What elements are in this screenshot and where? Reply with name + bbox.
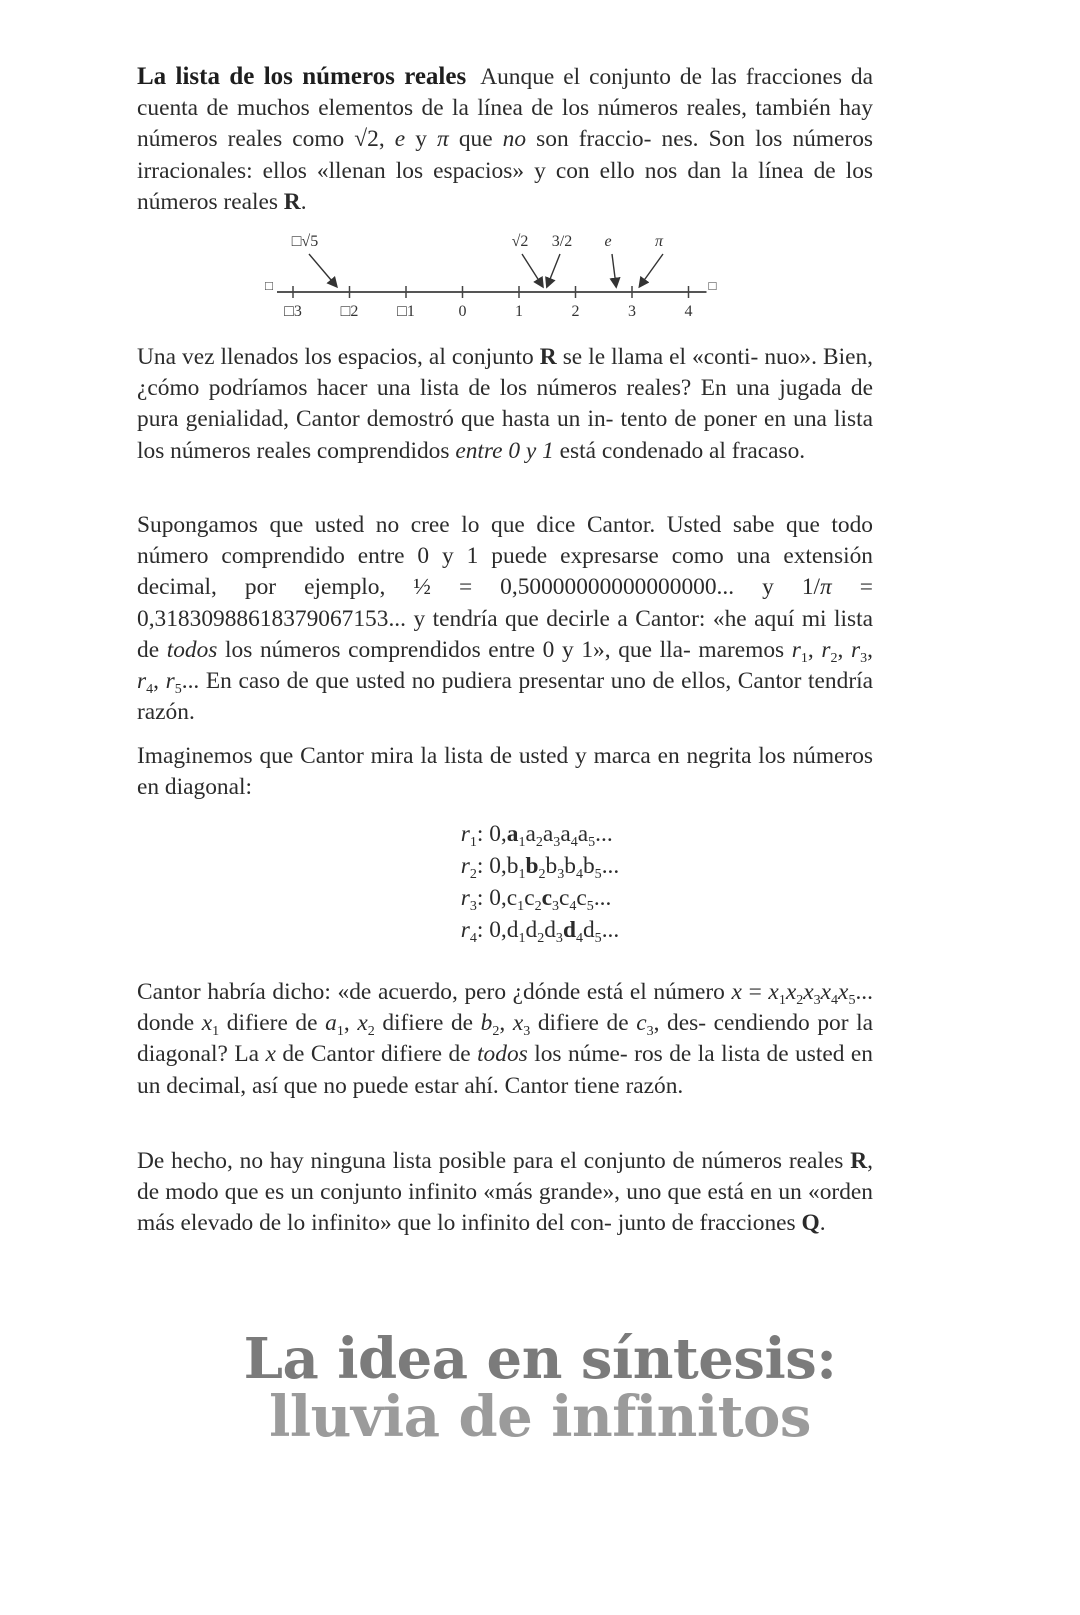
diagonal-row bbox=[461, 850, 619, 882]
headline-line-1: La idea en síntesis: bbox=[243, 1326, 837, 1392]
row-index: 3 bbox=[469, 897, 477, 914]
digit-index: 2 bbox=[535, 833, 543, 850]
text-run: , bbox=[343, 1010, 358, 1037]
subscript: 1 bbox=[778, 991, 786, 1008]
italic-text: todos bbox=[166, 636, 218, 663]
text-run: Imaginemos que Cantor mira la lista de usted y marca en negrita los números en diagonal: bbox=[137, 743, 873, 801]
paragraph-diagonal-intro bbox=[137, 741, 873, 803]
text-run: De hecho, no hay ninguna lista posible para el conjunto de números reales bbox=[137, 1148, 851, 1174]
italic-text: x bbox=[731, 979, 742, 1005]
text-run: está condenado al fracaso. bbox=[553, 437, 806, 464]
digit-index: 3 bbox=[551, 897, 559, 914]
diagonal-row bbox=[461, 914, 619, 946]
subscript: 2 bbox=[796, 991, 804, 1008]
italic-text: entre 0 y 1 bbox=[455, 437, 554, 464]
row-index: 2 bbox=[469, 865, 477, 882]
headline-line-2: lluvia de infinitos bbox=[269, 1384, 811, 1450]
tick-label: □1 bbox=[397, 303, 415, 320]
italic-text: π bbox=[820, 574, 832, 601]
italic-text: r bbox=[137, 668, 147, 695]
text-run: los núme- ros de la lista de usted en un decimal, así que no puede estar ahí. Cantor tiene razón. bbox=[137, 1041, 873, 1099]
text-run: , bbox=[499, 1010, 513, 1037]
italic-text: x bbox=[785, 979, 797, 1005]
subscript: 2 bbox=[830, 649, 838, 666]
text-run: son fraccio- nes. Son los números irracionales: ellos «llenan los espacios» y con ello nos dan la línea de los números reales bbox=[137, 126, 874, 215]
digit-index: 1 bbox=[518, 833, 526, 850]
bold-symbol: R bbox=[539, 344, 557, 370]
italic-text: x bbox=[265, 1041, 276, 1068]
diagonal-digit-bold: d bbox=[562, 917, 576, 943]
intro-paragraph bbox=[137, 61, 873, 218]
digit: c bbox=[559, 885, 570, 911]
italic-text: todos bbox=[477, 1041, 528, 1068]
intro-section bbox=[137, 61, 873, 218]
diagonal-row bbox=[461, 818, 619, 850]
section-title: La lista de los números reales bbox=[137, 63, 467, 90]
tick-label: □3 bbox=[284, 303, 302, 320]
subscript: 3 bbox=[523, 1023, 531, 1040]
tick-label: 3 bbox=[628, 303, 636, 320]
subscript: 4 bbox=[146, 680, 154, 697]
row-name: r bbox=[460, 917, 470, 943]
digit-index: 5 bbox=[588, 833, 596, 850]
text-run: , de modo que es un conjunto infinito «más grande», uno que está en un «orden más elevado de lo infinito» que lo infinito del con- junto de fracciones bbox=[137, 1148, 873, 1237]
point-arrow bbox=[640, 254, 663, 286]
digit-index: 5 bbox=[586, 897, 594, 914]
subscript: 2 bbox=[492, 1023, 500, 1040]
italic-text: c bbox=[636, 1010, 647, 1037]
text-run: difiere de bbox=[530, 1010, 637, 1037]
text-run: , bbox=[153, 668, 166, 695]
text-run: , bbox=[867, 636, 873, 663]
row-index: 1 bbox=[469, 833, 477, 850]
paragraph-cantor-argument bbox=[137, 977, 873, 1102]
paragraph-continuum bbox=[137, 342, 873, 467]
tick-label: 1 bbox=[515, 303, 523, 320]
point-label: 3/2 bbox=[551, 233, 573, 250]
continuum-section bbox=[137, 342, 873, 467]
text-run: de Cantor difiere de bbox=[275, 1041, 478, 1068]
text-run: difiere de bbox=[219, 1010, 326, 1037]
italic-text: no bbox=[502, 126, 527, 153]
digit: b bbox=[506, 853, 519, 879]
bold-symbol: Q bbox=[801, 1210, 820, 1237]
point-arrow bbox=[547, 254, 560, 286]
subscript: 3 bbox=[646, 1023, 654, 1040]
digit-index: 1 bbox=[518, 865, 526, 882]
diagonal-list bbox=[0, 818, 1080, 946]
subscript: 1 bbox=[336, 1023, 344, 1040]
digit: a bbox=[525, 821, 536, 847]
digit: a bbox=[542, 821, 554, 847]
subscript: 1 bbox=[212, 1023, 220, 1040]
italic-text: a bbox=[325, 1010, 337, 1037]
digit: d bbox=[506, 917, 519, 943]
text-run: , bbox=[807, 636, 822, 663]
digit-index: 4 bbox=[570, 833, 578, 850]
paragraph-decimal bbox=[137, 510, 873, 728]
subscript: 5 bbox=[174, 680, 182, 697]
digit-index: 5 bbox=[594, 929, 602, 946]
subscript: 2 bbox=[367, 1023, 375, 1040]
digit: d bbox=[544, 917, 556, 943]
decimal-prefix: : 0, bbox=[476, 821, 507, 847]
bold-symbol: R bbox=[283, 188, 301, 215]
digit-index: 2 bbox=[534, 897, 542, 914]
text-run: , bbox=[837, 636, 851, 663]
tick-label: 2 bbox=[571, 303, 580, 320]
ellipsis: ... bbox=[601, 917, 620, 943]
ellipsis: ... bbox=[595, 821, 613, 847]
point-arrow bbox=[612, 254, 616, 286]
conclusion-section bbox=[137, 1146, 873, 1240]
row-name: r bbox=[460, 821, 470, 847]
decimal-prefix: : 0, bbox=[476, 917, 507, 943]
italic-text: x bbox=[357, 1010, 368, 1037]
text-run: ... En caso de que usted no pudiera presentar uno de ellos, Cantor tendría razón. bbox=[137, 668, 873, 726]
digit-index: 3 bbox=[557, 865, 565, 882]
point-arrow bbox=[522, 254, 542, 286]
diagonal-intro-section bbox=[137, 741, 873, 803]
point-label: √2 bbox=[511, 233, 529, 250]
digit-index: 4 bbox=[575, 929, 583, 946]
italic-text: r bbox=[821, 636, 831, 663]
diagonal-digit-bold: c bbox=[541, 885, 552, 911]
text-run: = 0,31830988618379067153... y tendría que decirle a Cantor: «he aquí mi lista de bbox=[137, 574, 873, 663]
italic-text: x bbox=[512, 1010, 524, 1037]
bold-symbol: R bbox=[850, 1148, 868, 1174]
text-run: los números comprendidos entre 0 y 1», que lla- maremos bbox=[217, 636, 792, 663]
digit-index: 1 bbox=[518, 929, 526, 946]
left-end-marker: □ bbox=[265, 278, 273, 293]
text-run: . bbox=[819, 1210, 826, 1237]
diagonal-digit-bold: b bbox=[525, 853, 539, 879]
row-index: 4 bbox=[469, 929, 477, 946]
row-name: r bbox=[460, 853, 470, 879]
subscript: 3 bbox=[813, 991, 821, 1008]
italic-text: x bbox=[768, 979, 779, 1005]
text-run: Una vez llenados los espacios, al conjunto bbox=[137, 344, 540, 370]
digit-index: 2 bbox=[537, 929, 545, 946]
subscript: 4 bbox=[831, 991, 839, 1008]
point-label: e bbox=[604, 233, 612, 250]
digit-index: 3 bbox=[555, 929, 563, 946]
number-line-figure bbox=[255, 228, 735, 328]
digit: b bbox=[582, 853, 595, 879]
tick-label: 4 bbox=[684, 303, 693, 320]
text-run: Aunque el conjunto de las fracciones da cuenta de muchos elementos de la línea de los números reales, también hay números reales como √2, bbox=[137, 64, 873, 153]
subscript: 5 bbox=[848, 991, 856, 1008]
italic-text: r bbox=[165, 668, 175, 695]
digit-index: 2 bbox=[538, 865, 546, 882]
italic-text: x bbox=[201, 1010, 213, 1037]
digit: c bbox=[576, 885, 587, 911]
digit-index: 1 bbox=[517, 897, 525, 914]
ellipsis: ... bbox=[593, 885, 612, 911]
digit-index: 4 bbox=[575, 865, 583, 882]
text-run: difiere de bbox=[374, 1010, 481, 1037]
text-run: = bbox=[741, 979, 769, 1005]
text-run: que bbox=[448, 126, 503, 153]
italic-text: x bbox=[803, 979, 814, 1005]
ellipsis: ... bbox=[601, 853, 620, 879]
digit: a bbox=[560, 821, 571, 847]
cantor-argument-section bbox=[137, 977, 873, 1102]
digit: b bbox=[564, 853, 576, 879]
tick-label: □2 bbox=[340, 303, 359, 320]
subscript: 3 bbox=[860, 649, 868, 666]
decimal-prefix: : 0, bbox=[476, 885, 507, 911]
row-name: r bbox=[460, 885, 470, 911]
point-arrow bbox=[309, 254, 336, 286]
italic-text: x bbox=[820, 979, 832, 1005]
text-run: se le llama el «conti- nuo». Bien, ¿cómo podríamos hacer una lista de los números reales? En una jugada de pura genialidad, Cantor demostró que hasta un in- tento de poner en una lista los números reales comprendidos bbox=[137, 344, 874, 464]
diagonal-row bbox=[461, 882, 619, 914]
digit-index: 4 bbox=[569, 897, 577, 914]
decimal-prefix: : 0, bbox=[476, 853, 507, 879]
italic-text: b bbox=[480, 1010, 493, 1037]
digit: b bbox=[545, 853, 558, 879]
text-run: ... donde bbox=[137, 979, 873, 1037]
text-run: Cantor habría dicho: «de acuerdo, pero ¿dónde está el número bbox=[137, 979, 732, 1005]
digit-index: 5 bbox=[594, 865, 602, 882]
point-label: □√5 bbox=[291, 233, 319, 250]
text-run: Supongamos que usted no cree lo que dice Cantor. Usted sabe que todo número comprendido entre 0 y 1 puede expresarse como una extensión decimal, por ejemplo, ½ = 0,50000000000000000... y 1/ bbox=[137, 512, 873, 601]
italic-text: π bbox=[437, 126, 449, 153]
digit: c bbox=[524, 885, 535, 911]
italic-text: r bbox=[851, 636, 861, 663]
right-end-marker: □ bbox=[708, 278, 717, 293]
italic-text: r bbox=[791, 636, 801, 663]
number-line-svg bbox=[255, 228, 735, 328]
point-label: π bbox=[654, 233, 664, 250]
digit: d bbox=[582, 917, 595, 943]
text-run: , des- cendiendo por la diagonal? La bbox=[137, 1010, 874, 1068]
subscript: 1 bbox=[800, 649, 808, 666]
summary-headline bbox=[0, 1326, 1080, 1450]
decimal-section bbox=[137, 510, 873, 728]
digit: c bbox=[506, 885, 518, 911]
digit: d bbox=[525, 917, 538, 943]
italic-text: x bbox=[838, 979, 849, 1005]
text-run: . bbox=[300, 188, 307, 215]
diagonal-list-rows bbox=[461, 818, 619, 946]
tick-label: 0 bbox=[458, 303, 467, 320]
diagonal-digit-bold: a bbox=[506, 821, 519, 847]
italic-text: e bbox=[394, 126, 406, 153]
digit-index: 3 bbox=[553, 833, 561, 850]
digit: a bbox=[577, 821, 589, 847]
text-run: y bbox=[405, 126, 438, 153]
paragraph-conclusion bbox=[137, 1146, 873, 1240]
